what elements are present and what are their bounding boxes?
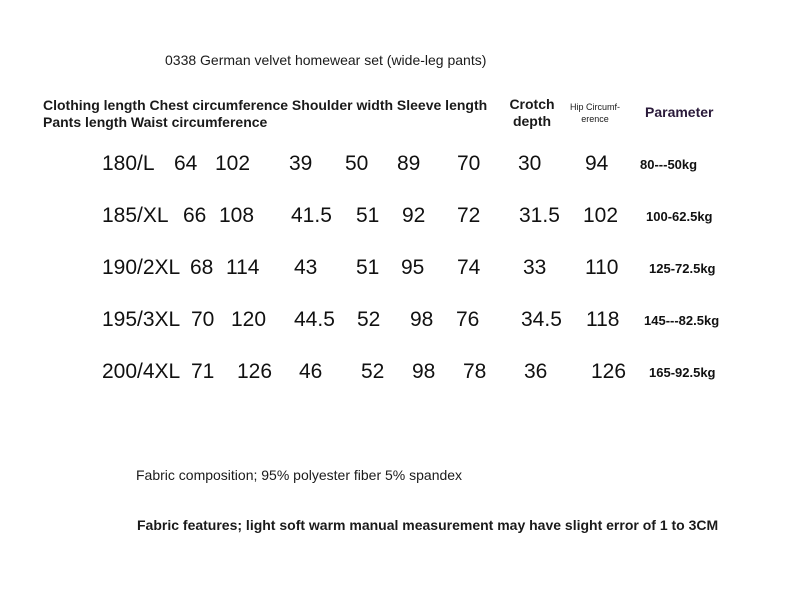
clothing-length-cell: 71 — [191, 360, 215, 383]
sleeve-cell: 50 — [345, 152, 369, 175]
chest-cell: 120 — [231, 308, 267, 331]
header-crotch-depth — [508, 96, 556, 130]
page-title: 0338 German velvet homewear set (wide-leg pants) — [165, 52, 487, 68]
chest-cell: 114 — [226, 256, 260, 279]
sleeve-cell: 51 — [356, 256, 380, 279]
crotch-cell: 34.5 — [521, 308, 562, 331]
shoulder-cell: 43 — [294, 256, 318, 279]
size-cell: 185/XL — [102, 204, 169, 227]
crotch-cell: 36 — [524, 360, 548, 383]
sleeve-cell: 52 — [361, 360, 385, 383]
crotch-cell: 31.5 — [519, 204, 560, 227]
size-row — [0, 204, 790, 234]
sleeve-cell: 52 — [357, 308, 381, 331]
header-hip-line1: Hip Circumf- — [569, 102, 620, 112]
weight-cell: 125-72.5kg — [649, 261, 716, 276]
waist-cell: 74 — [457, 256, 481, 279]
crotch-cell: 33 — [523, 256, 547, 279]
shoulder-cell: 41.5 — [291, 204, 332, 227]
sleeve-cell: 51 — [356, 204, 380, 227]
pants-length-cell: 98 — [412, 360, 436, 383]
pants-length-cell: 92 — [402, 204, 426, 227]
weight-cell: 100-62.5kg — [646, 209, 713, 224]
header-crotch-line2: depth — [512, 113, 552, 129]
waist-cell: 76 — [456, 308, 480, 331]
hip-cell: 126 — [591, 360, 627, 383]
clothing-length-cell: 68 — [190, 256, 214, 279]
clothing-length-cell: 70 — [191, 308, 215, 331]
waist-cell: 78 — [463, 360, 487, 383]
fabric-composition: Fabric composition; 95% polyester fiber 5% spandex — [136, 467, 463, 483]
header-crotch-line1: Crotch — [509, 96, 555, 112]
weight-cell: 145---82.5kg — [644, 313, 720, 328]
header-columns-line1: Clothing length Chest circumference Shoulder width Sleeve length — [43, 97, 488, 113]
size-row — [0, 152, 790, 182]
size-cell: 195/3XL — [102, 308, 181, 331]
header-hip-circumference — [562, 101, 628, 125]
clothing-length-cell: 66 — [183, 204, 207, 227]
fabric-features: Fabric features; light soft warm manual measurement may have slight error of 1 to 3CM — [137, 517, 719, 533]
header-hip-line2: erence — [581, 114, 609, 124]
chest-cell: 102 — [215, 152, 251, 175]
hip-cell: 110 — [585, 256, 619, 279]
size-cell: 180/L — [102, 152, 155, 175]
hip-cell: 118 — [586, 308, 620, 331]
clothing-length-cell: 64 — [174, 152, 198, 175]
pants-length-cell: 95 — [401, 256, 425, 279]
pants-length-cell: 98 — [410, 308, 434, 331]
shoulder-cell: 39 — [289, 152, 313, 175]
waist-cell: 72 — [457, 204, 481, 227]
crotch-cell: 30 — [518, 152, 542, 175]
shoulder-cell: 44.5 — [294, 308, 335, 331]
chest-cell: 126 — [237, 360, 273, 383]
hip-cell: 102 — [583, 204, 619, 227]
pants-length-cell: 89 — [397, 152, 421, 175]
shoulder-cell: 46 — [299, 360, 323, 383]
weight-cell: 80---50kg — [640, 157, 698, 172]
waist-cell: 70 — [457, 152, 481, 175]
chest-cell: 108 — [219, 204, 255, 227]
size-row — [0, 256, 790, 286]
header-columns-line2: Pants length Waist circumference — [43, 114, 268, 130]
size-cell: 190/2XL — [102, 256, 181, 279]
weight-cell: 165-92.5kg — [649, 365, 716, 380]
size-row — [0, 308, 790, 338]
header-parameter: Parameter — [645, 104, 714, 120]
size-row — [0, 360, 790, 390]
size-cell: 200/4XL — [102, 360, 181, 383]
hip-cell: 94 — [585, 152, 609, 175]
